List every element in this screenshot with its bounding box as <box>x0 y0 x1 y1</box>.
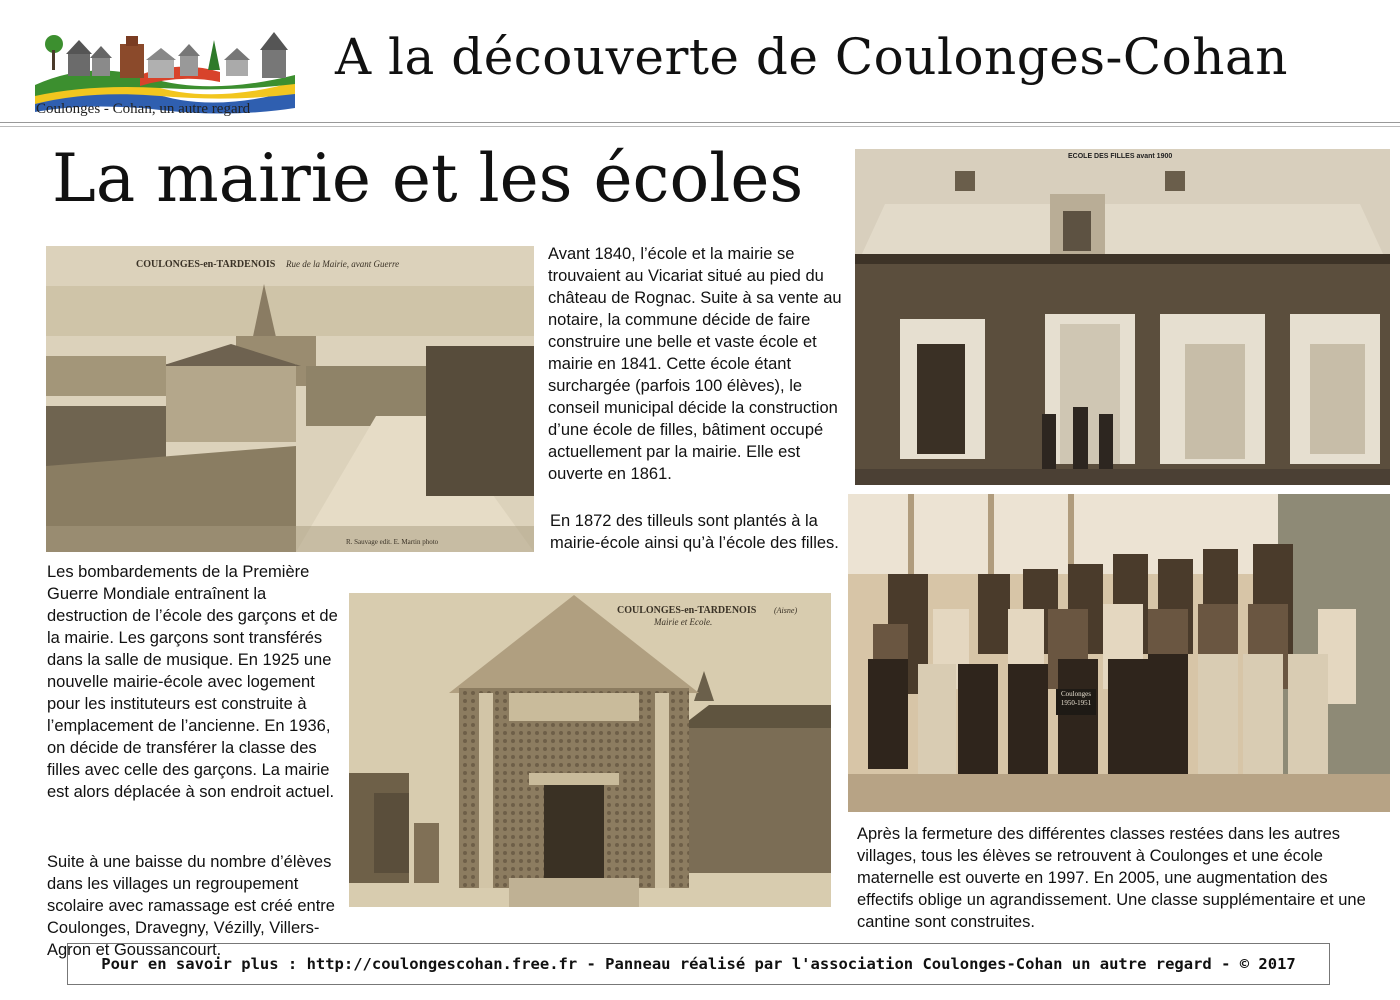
postcard-street-caption: COULONGES-en-TARDENOIS <box>136 259 276 270</box>
paragraph: Après la fermeture des différentes classes restées dans les autres villages, tous les élèves se retrouvent à Coulonges et une école maternelle est ouverte en 1997. En 2005, une augmentation des effectifs oblige un agrandissement. Une classe supplémentaire et une cantine sont construites. <box>857 825 1366 931</box>
postcard-mairie-subtitle: Mairie et Ecole. <box>654 617 713 627</box>
postcard-mairie-region: (Aisne) <box>774 606 798 615</box>
postcard-street-subtitle: Rue de la Mairie, avant Guerre <box>286 259 400 269</box>
page-title: La mairie et les écoles <box>52 140 804 217</box>
header-title: A la découverte de Coulonges-Cohan <box>335 28 1288 86</box>
postcard-rue-de-la-mairie <box>46 246 534 552</box>
photo-classe-1950-1951 <box>848 494 1390 812</box>
footer-text: Pour en savoir plus : http://coulongescohan.free.fr - Panneau réalisé par l'association Coulonges-Cohan un autre regard - © 2017 <box>101 955 1296 973</box>
paragraph: En 1872 des tilleuls sont plantés à la mairie-école ainsi qu’à l’école des filles. <box>550 512 839 552</box>
photo-ecole-des-filles <box>855 149 1390 485</box>
paragraph: Les bombardements de la Première Guerre Mondiale entraînent la destruction de l’école des garçons et de la mairie. Les garçons sont transférés dans la salle de musique. En 1925 une nouvelle mairie-école avec logement pour les instituteurs est construite à l’emplacement de l’ancienne. En 1936, on décide de transférer la classe des filles avec celle des garçons. La mairie est alors déplacée à son endroit actuel. <box>47 563 338 801</box>
postcard-mairie-caption: COULONGES-en-TARDENOIS <box>617 605 757 616</box>
paragraph: Avant 1840, l’école et la mairie se trouvaient au Vicariat situé au pied du château de Rognac. Suite à sa vente au notaire, la commune décide de faire construire une belle et vaste école et mairie en 1841. Cette école étant surchargée (parfois 100 élèves), le conseil municipal décide la construction d’une école de filles, bâtiment occupé actuellement par la mairie. Elle est ouverte en 1861. <box>548 245 842 483</box>
text-history-1840 <box>548 243 848 485</box>
footer-banner <box>67 943 1330 985</box>
postcard-street-credit: R. Sauvage edit. E. Martin photo <box>346 538 439 546</box>
class-slate: Coulonges 1950-1951 <box>1060 690 1092 707</box>
logo-caption: Coulonges - Cohan, un autre regard <box>36 101 251 117</box>
text-tilleuls-1872 <box>550 510 850 554</box>
header-divider <box>0 122 1400 123</box>
photo-ecole-filles-caption: ECOLE DES FILLES avant 1900 <box>1068 153 1173 160</box>
paragraph: Suite à une baisse du nombre d’élèves dans les villages un regroupement scolaire avec ramassage est créé entre Coulonges, Dravegny, Vézilly, Villers-Agron et Goussancourt. <box>47 853 335 959</box>
text-ecole-maternelle <box>857 823 1367 933</box>
header-divider-secondary <box>0 126 1400 127</box>
